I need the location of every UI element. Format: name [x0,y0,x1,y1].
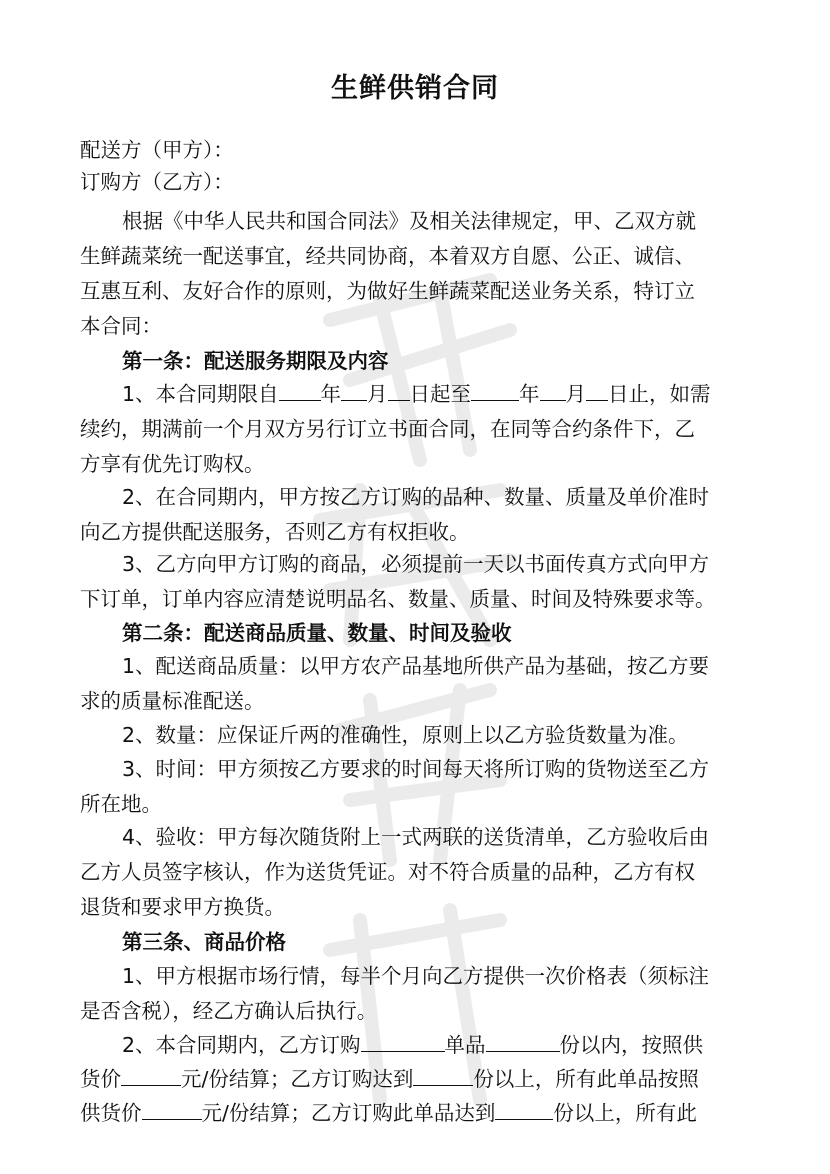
article3-clause2-line3 [80,1097,760,1129]
article1-clause3-line: 3、乙方向甲方订购的商品，必须提前一天以书面传真方式向甲方 [122,552,710,576]
text-segment: 单品 [444,1033,486,1057]
text-segment: 供货价 [80,1101,142,1125]
article3-clause1-line: 是否含税），经乙方确认后执行。 [80,999,378,1023]
text-segment: 1、本合同期限自 [122,382,279,406]
article2-clause4-line: 4、验收：甲方每次随货附上一式两联的送货清单，乙方验收后由 [122,825,710,849]
blank-field [540,378,566,401]
blank-field [121,1063,181,1086]
article1-clause1-line1 [122,378,762,410]
article1-clause1-line: 续约，期满前一个月双方另行订立书面合同，在同等合约条件下，乙 [80,417,695,441]
text-segment: 份以上，所有此 [553,1101,697,1125]
blank-field [361,1029,445,1052]
text-segment: 2、本合同期内，乙方订购 [122,1033,361,1057]
article3-clause1-line: 1、甲方根据市场行情，每半个月向乙方提供一次价格表（须标注 [122,964,710,988]
text-segment: 元/份结算；乙方订购达到 [181,1067,414,1091]
preamble-line: 本合同： [80,314,162,338]
article2-clause4-line: 退货和要求甲方换货。 [80,895,285,919]
blank-field [142,1097,202,1120]
preamble-line: 互惠互利、友好合作的原则，为做好生鲜蔬菜配送业务关系，特订立 [80,279,695,303]
text-segment: 货价 [80,1067,121,1091]
text-segment: 元/份结算；乙方订购此单品达到 [201,1101,496,1125]
preamble-line: 生鲜蔬菜统一配送事宜，经共同协商，本着双方自愿、公正、诚信、 [80,244,695,268]
blank-field [341,378,367,401]
blank-field [413,1063,473,1086]
article2-clause3-line: 3、时间：甲方须按乙方要求的时间每天将所订购的货物送至乙方 [122,757,710,781]
text-segment: 月 [367,382,388,406]
blank-field [486,1029,560,1052]
text-segment: 份以上，所有此单品按照 [473,1067,699,1091]
text-segment: 份以内，按照供 [559,1033,704,1057]
article3-clause2-line2 [80,1063,760,1095]
article1-clause2-line: 2、在合同期内，甲方按乙方订购的品种、数量、质量及单价准时 [122,485,710,509]
text-segment: 月 [565,382,587,406]
blank-field [586,378,608,401]
article1-heading: 第一条：配送服务期限及内容 [122,349,389,373]
text-segment: 年 [320,382,342,406]
article2-clause2-line: 2、数量：应保证斤两的准确性，原则上以乙方验货数量为准。 [122,723,689,747]
preamble-line: 根据《中华人民共和国合同法》及相关法律规定，甲、乙双方就 [122,209,696,233]
blank-field [279,378,321,401]
text-segment: 日止，如需 [608,382,711,406]
article1-clause2-line: 向乙方提供配送服务，否则乙方有权拒收。 [80,520,470,544]
blank-field [388,378,410,401]
article2-clause4-line: 乙方人员签字核认，作为送货凭证。对不符合质量的品种，乙方有权 [80,860,695,884]
article1-clause1-line: 方享有优先订购权。 [80,452,265,476]
article2-clause1-line: 求的质量标准配送。 [80,689,265,713]
text-segment: 日起至 [409,382,472,406]
blank-field [471,378,519,401]
article3-clause2-line1 [122,1029,762,1061]
article2-clause1-line: 1、配送商品质量：以甲方农产品基地所供产品为基础，按乙方要 [122,654,710,678]
article2-heading: 第二条：配送商品质量、数量、时间及验收 [122,621,512,645]
party-a-label: 配送方（甲方）： [80,138,234,162]
blank-field [495,1097,553,1120]
text-segment: 年 [519,382,540,406]
article2-clause3-line: 所在地。 [80,792,162,816]
party-b-label: 订购方（乙方）： [80,170,234,194]
page-title: 生鲜供销合同 [331,73,499,104]
article1-clause3-line: 下订单，订单内容应清楚说明品名、数量、质量、时间及特殊要求等。 [80,587,716,611]
article3-heading: 第三条、商品价格 [122,930,286,954]
